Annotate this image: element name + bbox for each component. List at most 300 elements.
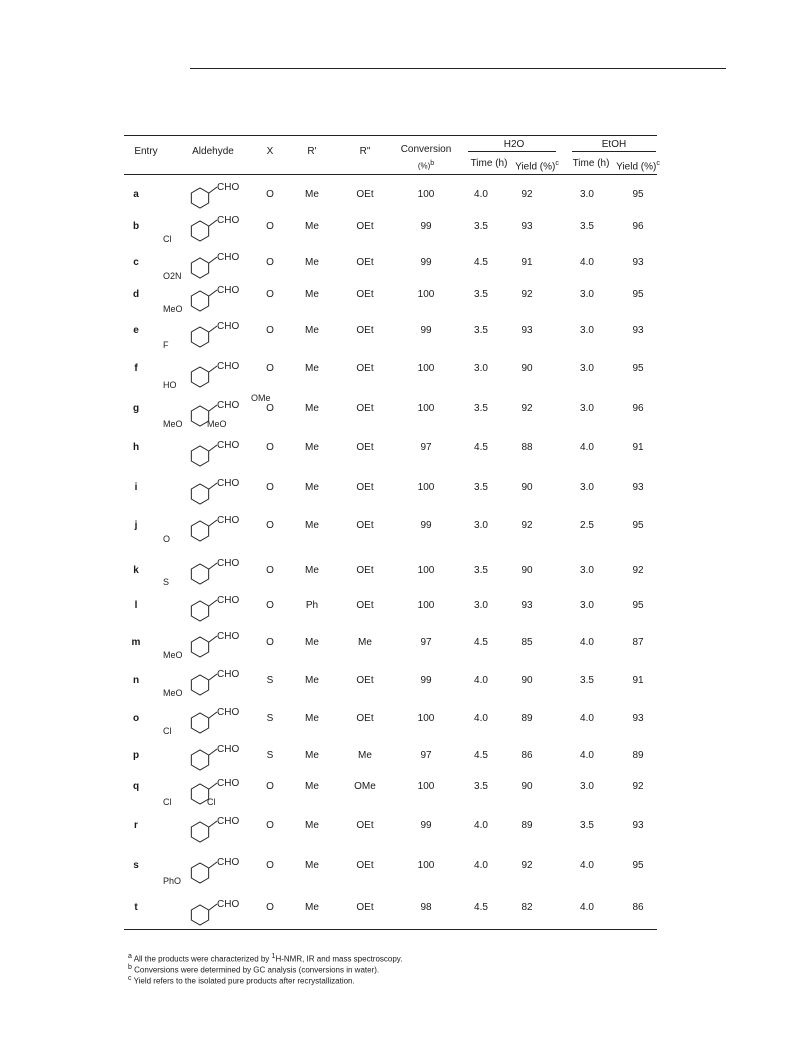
cell-yield-w: 90: [521, 363, 533, 374]
cell-r2: OEt: [356, 189, 374, 200]
cho-label: CHO: [217, 478, 240, 489]
substituent-label: HO: [163, 380, 177, 390]
cell-conversion: 100: [417, 482, 435, 493]
structure-drawing: [160, 853, 270, 887]
footnote-a-nmr-sup: 1: [271, 953, 276, 960]
entry-label: o: [132, 713, 140, 724]
cell-r1: Me: [305, 289, 319, 300]
cell-conversion: 99: [420, 820, 432, 831]
cho-bond: [209, 862, 217, 868]
ring-bond: [191, 367, 208, 387]
cell-time-w: 4.5: [474, 442, 488, 453]
cell-x: O: [266, 781, 274, 792]
cell-yield-e: 86: [632, 902, 644, 913]
aldehyde-structure: [160, 665, 270, 704]
cell-x: O: [266, 482, 274, 493]
cell-time-w: 3.0: [474, 520, 488, 531]
ring-bond: [191, 258, 208, 278]
ring-bond: [191, 863, 208, 883]
ring-bond: [191, 905, 208, 925]
cell-x: O: [266, 637, 274, 648]
cell-x: O: [266, 325, 274, 336]
cell-yield-e: 95: [632, 860, 644, 871]
cell-r2: OEt: [356, 289, 374, 300]
substituent-label: S: [163, 577, 170, 587]
ring-bond: [191, 713, 208, 733]
aldehyde-structure: [160, 591, 270, 630]
cell-r2: OEt: [356, 363, 374, 374]
cell-conversion: 98: [420, 902, 432, 913]
conversion-unit-text: (%): [417, 161, 431, 171]
substituent-label: Cl: [207, 797, 216, 807]
cell-x: O: [266, 565, 274, 576]
cell-r1: Me: [305, 442, 319, 453]
cho-label: CHO: [217, 285, 240, 296]
cho-bond: [209, 821, 217, 827]
cell-yield-e: 95: [632, 363, 644, 374]
cell-yield-w: 93: [521, 221, 533, 232]
cell-r1: Me: [305, 820, 319, 831]
cell-yield-w: 82: [521, 902, 533, 913]
structure-drawing: [160, 211, 270, 245]
cell-r1: Me: [305, 637, 319, 648]
cell-time-e: 3.5: [580, 820, 594, 831]
entry-label: e: [133, 325, 139, 336]
cell-x: O: [266, 289, 274, 300]
structure-drawing: [160, 436, 270, 470]
footnote-c: [128, 974, 355, 987]
cell-r2: OEt: [356, 403, 374, 414]
aldehyde-structure: [160, 627, 270, 666]
header-group-water: [466, 139, 562, 151]
footnote-c-mark: c: [128, 975, 132, 982]
header-conversion: Conversion: [400, 144, 452, 155]
cell-yield-w: 89: [521, 820, 533, 831]
cell-time-e: 3.0: [580, 482, 594, 493]
cell-yield-w: 90: [521, 482, 533, 493]
aldehyde-structure: [160, 703, 270, 742]
cell-yield-w: 92: [521, 289, 533, 300]
cell-yield-w: 86: [521, 750, 533, 761]
cell-time-e: 4.0: [580, 637, 594, 648]
cell-x: O: [266, 600, 274, 611]
cell-r2: OEt: [356, 902, 374, 913]
footnote-c-text: Yield refers to the isolated pure products after recrystallization.: [133, 976, 355, 986]
header-time-water: Time (h): [470, 158, 508, 169]
cho-label: CHO: [217, 899, 240, 910]
substituent-label: MeO: [163, 419, 183, 429]
cho-label: CHO: [217, 707, 240, 718]
entry-label: l: [134, 600, 138, 611]
cell-x: O: [266, 442, 274, 453]
cell-time-w: 3.5: [474, 403, 488, 414]
ring-bond: [191, 637, 208, 657]
cell-r2: OEt: [356, 482, 374, 493]
cell-r1: Me: [305, 565, 319, 576]
cell-r2: OEt: [356, 675, 374, 686]
cho-bond: [209, 405, 217, 411]
ring-bond: [191, 750, 208, 770]
structure-drawing: [160, 248, 270, 282]
cho-bond: [209, 326, 217, 332]
cell-yield-e: 91: [632, 442, 644, 453]
cell-yield-w: 88: [521, 442, 533, 453]
cho-label: CHO: [217, 182, 240, 193]
aldehyde-structure: [160, 853, 270, 892]
cell-yield-e: 91: [632, 675, 644, 686]
ring-bond: [191, 564, 208, 584]
footnote-b-text: Conversions were determined by GC analysis (conversions in water).: [134, 965, 380, 975]
footnote-a-mark: a: [128, 953, 132, 960]
page-top-rule: [190, 68, 726, 69]
cell-time-w: 3.5: [474, 781, 488, 792]
substituent-label: Cl: [163, 234, 172, 244]
cell-yield-w: 85: [521, 637, 533, 648]
cell-r1: Me: [305, 902, 319, 913]
cell-time-w: 3.0: [474, 600, 488, 611]
cell-yield-e: 93: [632, 482, 644, 493]
cell-yield-w: 92: [521, 860, 533, 871]
structure-drawing: [160, 774, 270, 808]
cho-bond: [209, 749, 217, 755]
cell-conversion: 100: [417, 781, 435, 792]
substituent-label: Cl: [163, 726, 172, 736]
cho-label: CHO: [217, 321, 240, 332]
substituent-label: O2N: [163, 271, 182, 281]
cho-bond: [209, 445, 217, 451]
cho-bond: [209, 257, 217, 263]
aldehyde-structure: [160, 511, 270, 550]
aldehyde-structure: [160, 393, 271, 435]
cell-yield-e: 93: [632, 713, 644, 724]
cell-r1: Me: [305, 675, 319, 686]
cell-yield-e: 87: [632, 637, 644, 648]
cell-time-e: 4.0: [580, 902, 594, 913]
entry-label: a: [133, 189, 139, 200]
cell-yield-e: 95: [632, 289, 644, 300]
cho-bond: [209, 290, 217, 296]
cell-time-e: 4.0: [580, 442, 594, 453]
cell-yield-e: 96: [632, 221, 644, 232]
header-yield-ethanol: [612, 158, 664, 173]
cell-r2: OEt: [356, 860, 374, 871]
substituent-label: F: [163, 340, 169, 350]
structure-drawing: [160, 740, 270, 774]
cell-yield-e: 93: [632, 325, 644, 336]
cell-time-w: 4.0: [474, 713, 488, 724]
footnote-a-text-after: H-NMR, IR and mass spectroscopy.: [275, 954, 403, 964]
cho-bond: [209, 674, 217, 680]
ring-bond: [191, 822, 208, 842]
structure-drawing: [160, 812, 270, 846]
entry-label: r: [134, 820, 138, 831]
cell-conversion: 97: [420, 750, 432, 761]
cho-bond: [209, 712, 217, 718]
cell-time-e: 3.0: [580, 565, 594, 576]
structure-drawing: [160, 178, 270, 212]
header-r2: R": [359, 146, 371, 157]
cell-r2: OEt: [356, 520, 374, 531]
header-entry: Entry: [134, 146, 158, 157]
structure-drawing: [160, 665, 270, 699]
cell-x: O: [266, 363, 274, 374]
cho-label: CHO: [217, 669, 240, 680]
cell-r2: Me: [358, 750, 372, 761]
entry-label: s: [133, 860, 139, 871]
cho-bond: [209, 563, 217, 569]
cell-yield-w: 92: [521, 520, 533, 531]
cho-label: CHO: [217, 515, 240, 526]
cell-time-e: 4.0: [580, 713, 594, 724]
ring-bond: [191, 484, 208, 504]
cell-r1: Me: [305, 221, 319, 232]
cell-conversion: 100: [417, 860, 435, 871]
substituent-label: OMe: [251, 393, 271, 403]
cho-bond: [209, 366, 217, 372]
entry-label: n: [132, 675, 140, 686]
table-bottom-rule: [124, 929, 657, 930]
cell-x: O: [266, 520, 274, 531]
cho-bond: [209, 600, 217, 606]
cell-yield-w: 90: [521, 675, 533, 686]
entry-label: d: [132, 289, 140, 300]
cell-x: O: [266, 189, 274, 200]
substituent-label: MeO: [163, 650, 183, 660]
cell-conversion: 99: [420, 221, 432, 232]
cho-label: CHO: [217, 558, 240, 569]
cell-x: O: [266, 860, 274, 871]
cell-yield-e: 95: [632, 520, 644, 531]
cell-r1: Me: [305, 189, 319, 200]
cell-x: O: [266, 403, 274, 414]
cell-r2: OMe: [354, 781, 376, 792]
structure-drawing: [160, 591, 270, 625]
cho-bond: [209, 783, 217, 789]
cell-conversion: 100: [417, 403, 435, 414]
entry-label: m: [131, 637, 141, 648]
cell-yield-w: 93: [521, 325, 533, 336]
cell-time-e: 3.0: [580, 325, 594, 336]
aldehyde-structure: [160, 812, 270, 851]
ring-bond: [191, 327, 208, 347]
structure-drawing: [160, 627, 270, 661]
cell-r2: OEt: [356, 442, 374, 453]
cell-yield-e: 93: [632, 257, 644, 268]
cell-time-e: 3.0: [580, 189, 594, 200]
cho-label: CHO: [217, 631, 240, 642]
yield-water-text: Yield (%): [515, 161, 556, 173]
structure-drawing: [160, 511, 270, 545]
ring-bond: [191, 221, 208, 241]
cell-x: O: [266, 257, 274, 268]
cell-r2: Me: [358, 637, 372, 648]
cell-conversion: 97: [420, 637, 432, 648]
cell-conversion: 99: [420, 257, 432, 268]
ring-bond: [191, 521, 208, 541]
cell-r1: Me: [305, 325, 319, 336]
cell-conversion: 100: [417, 600, 435, 611]
ring-bond: [191, 291, 208, 311]
cho-label: CHO: [217, 778, 240, 789]
cell-time-w: 3.5: [474, 325, 488, 336]
conversion-footnote-mark: b: [430, 160, 435, 167]
cell-x: S: [266, 750, 274, 761]
substituent-label: Cl: [163, 797, 172, 807]
aldehyde-structure: [160, 554, 270, 593]
substituent-label: MeO: [207, 419, 227, 429]
cell-yield-e: 96: [632, 403, 644, 414]
structure-drawing: [160, 393, 271, 430]
cell-time-w: 3.5: [474, 565, 488, 576]
structure-drawing: [160, 317, 270, 351]
cell-yield-e: 92: [632, 565, 644, 576]
cho-label: CHO: [217, 816, 240, 827]
aldehyde-structure: [160, 436, 270, 475]
cell-yield-e: 95: [632, 600, 644, 611]
cell-r2: OEt: [356, 221, 374, 232]
cell-time-w: 3.0: [474, 363, 488, 374]
structure-drawing: [160, 281, 270, 315]
cell-r1: Me: [305, 482, 319, 493]
cell-conversion: 100: [417, 363, 435, 374]
cell-x: O: [266, 221, 274, 232]
cho-label: CHO: [217, 252, 240, 263]
cell-conversion: 99: [420, 520, 432, 531]
header-time-ethanol: Time (h): [572, 158, 610, 169]
table-top-rule: [124, 135, 657, 136]
entry-label: b: [132, 221, 140, 232]
header-r1: R': [307, 146, 317, 157]
cell-yield-e: 89: [632, 750, 644, 761]
cell-yield-w: 90: [521, 781, 533, 792]
footnote-a-text-before: All the products were characterized by: [133, 954, 272, 964]
cell-time-w: 4.0: [474, 675, 488, 686]
cell-r1: Me: [305, 403, 319, 414]
cell-time-e: 3.0: [580, 363, 594, 374]
footnote-b-mark: b: [128, 964, 132, 971]
cell-yield-w: 89: [521, 713, 533, 724]
cell-r1: Me: [305, 713, 319, 724]
cell-conversion: 100: [417, 713, 435, 724]
cell-time-w: 4.0: [474, 860, 488, 871]
cho-bond: [209, 636, 217, 642]
entry-label: k: [133, 565, 139, 576]
cell-r1: Me: [305, 257, 319, 268]
cell-r1: Me: [305, 363, 319, 374]
cell-conversion: 99: [420, 325, 432, 336]
cho-label: CHO: [217, 744, 240, 755]
cell-conversion: 100: [417, 289, 435, 300]
substituent-label: MeO: [163, 688, 183, 698]
structure-drawing: [160, 474, 270, 508]
yield-water-footnote-mark: c: [555, 160, 559, 167]
yield-ethanol-text: Yield (%): [616, 161, 657, 173]
cell-time-w: 3.5: [474, 482, 488, 493]
cell-x: S: [266, 675, 274, 686]
entry-label: p: [132, 750, 140, 761]
cho-bond: [209, 187, 217, 193]
cell-r1: Ph: [305, 600, 319, 611]
entry-label: j: [134, 520, 138, 531]
header-bottom-rule: [124, 174, 657, 175]
cell-conversion: 99: [420, 675, 432, 686]
entry-label: g: [132, 403, 140, 414]
cell-r2: OEt: [356, 257, 374, 268]
water-group-rule: [468, 151, 556, 152]
ring-bond: [191, 446, 208, 466]
aldehyde-structure: [160, 317, 270, 356]
cell-r1: Me: [305, 520, 319, 531]
cell-time-e: 4.0: [580, 860, 594, 871]
aldehyde-structure: [160, 211, 270, 250]
cell-time-e: 3.5: [580, 221, 594, 232]
cell-time-w: 4.0: [474, 189, 488, 200]
cell-x: O: [266, 820, 274, 831]
cell-yield-w: 92: [521, 189, 533, 200]
cell-conversion: 100: [417, 189, 435, 200]
aldehyde-structure: [160, 357, 270, 396]
cell-x: S: [266, 713, 274, 724]
group-water-label: H2O: [503, 139, 525, 150]
cell-time-w: 4.5: [474, 750, 488, 761]
structure-drawing: [160, 357, 270, 391]
cell-r1: Me: [305, 860, 319, 871]
cell-yield-e: 93: [632, 820, 644, 831]
structure-drawing: [160, 895, 270, 929]
cell-time-w: 4.0: [474, 820, 488, 831]
substituent-label: MeO: [163, 304, 183, 314]
cho-label: CHO: [217, 857, 240, 868]
cell-yield-w: 93: [521, 600, 533, 611]
cell-time-e: 3.0: [580, 781, 594, 792]
header-conversion-unit: [396, 158, 456, 173]
cho-bond: [209, 520, 217, 526]
cell-conversion: 100: [417, 565, 435, 576]
header-yield-water: [511, 158, 563, 173]
cell-x: O: [266, 902, 274, 913]
entry-label: t: [134, 902, 138, 913]
cell-time-e: 3.0: [580, 289, 594, 300]
cell-yield-w: 92: [521, 403, 533, 414]
ring-bond: [191, 675, 208, 695]
cho-label: CHO: [217, 595, 240, 606]
cell-r2: OEt: [356, 600, 374, 611]
structure-drawing: [160, 554, 270, 588]
cell-yield-e: 92: [632, 781, 644, 792]
header-aldehyde: Aldehyde: [192, 146, 234, 157]
substituent-label: O: [163, 534, 171, 544]
aldehyde-structure: [160, 474, 270, 513]
cho-label: CHO: [217, 400, 240, 411]
entry-label: c: [133, 257, 139, 268]
entry-label: f: [134, 363, 138, 374]
cell-r1: Me: [305, 781, 319, 792]
cell-r2: OEt: [356, 820, 374, 831]
cell-time-w: 4.5: [474, 902, 488, 913]
cell-r2: OEt: [356, 565, 374, 576]
cell-r2: OEt: [356, 325, 374, 336]
cell-time-w: 3.5: [474, 221, 488, 232]
header-group-ethanol: EtOH: [601, 139, 627, 150]
entry-label: q: [132, 781, 140, 792]
cell-conversion: 97: [420, 442, 432, 453]
aldehyde-structure: [160, 281, 270, 320]
cell-yield-w: 91: [521, 257, 533, 268]
yield-ethanol-footnote-mark: c: [656, 160, 660, 167]
aldehyde-structure: [160, 774, 270, 813]
cell-yield-e: 95: [632, 189, 644, 200]
ring-bond: [191, 601, 208, 621]
